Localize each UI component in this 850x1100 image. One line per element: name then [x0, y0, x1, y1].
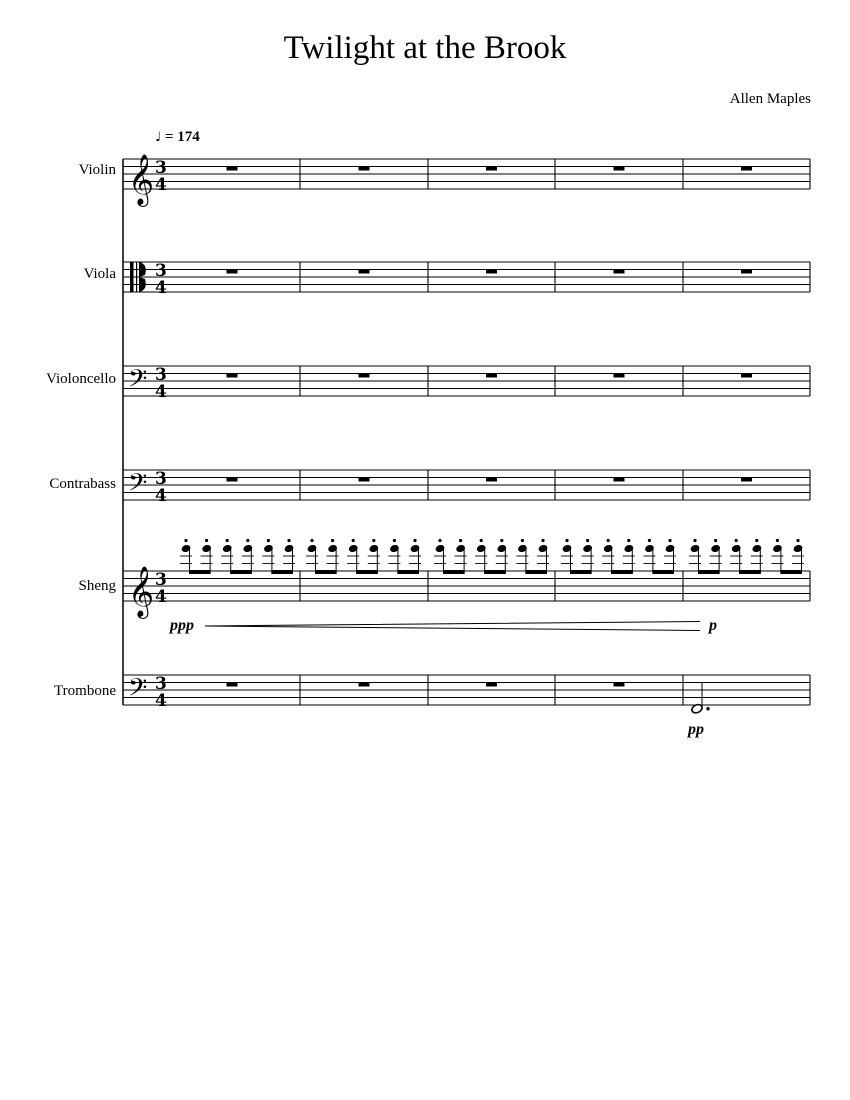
whole-rest — [614, 270, 625, 274]
staccato-dot — [693, 539, 696, 542]
note-beam — [189, 570, 211, 574]
staccato-dot — [480, 539, 483, 542]
staff-trombone — [123, 674, 810, 715]
whole-rest — [227, 478, 238, 482]
note-beam — [525, 570, 547, 574]
whole-rest — [486, 374, 497, 378]
whole-rest — [486, 167, 497, 171]
staff-violin — [123, 154, 810, 207]
staccato-dot — [438, 539, 441, 542]
staccato-dot — [755, 539, 758, 542]
quarter-note-icon: ♩ — [155, 130, 162, 145]
treble-clef-icon: 𝄞 — [128, 154, 155, 205]
note-beam — [443, 570, 465, 574]
tempo-value: = 174 — [164, 129, 200, 145]
bass-clef-icon: 𝄢 — [128, 673, 148, 709]
staccato-dot — [205, 539, 208, 542]
whole-rest — [227, 683, 238, 687]
time-signature-bottom: 4 — [155, 691, 167, 711]
note-beam — [739, 570, 761, 574]
whole-rest — [614, 478, 625, 482]
bass-clef-icon: 𝄢 — [128, 364, 148, 400]
whole-rest — [614, 167, 625, 171]
staff-violoncello — [123, 365, 810, 403]
staccato-dot — [246, 539, 249, 542]
whole-rest — [486, 270, 497, 274]
staccato-dot — [627, 539, 630, 542]
whole-rest — [359, 374, 370, 378]
staccato-dot — [267, 539, 270, 542]
treble-clef-icon: 𝄞 — [128, 566, 155, 617]
time-signature-top: 3 — [155, 674, 167, 694]
staccato-dot — [393, 539, 396, 542]
note-beam — [698, 570, 720, 574]
crescendo-hairpin — [205, 622, 700, 631]
time-signature-bottom: 4 — [155, 486, 167, 506]
time-signature-top: 3 — [155, 365, 167, 385]
staccato-dot — [796, 539, 799, 542]
staccato-dot — [459, 539, 462, 542]
time-signature-top: 3 — [155, 158, 167, 178]
whole-rest — [359, 478, 370, 482]
dynamic-sheng-end: p — [709, 617, 717, 634]
whole-rest — [614, 374, 625, 378]
label-trombone: Trombone — [54, 683, 116, 699]
staccato-dot — [648, 539, 651, 542]
staccato-dot — [372, 539, 375, 542]
whole-rest — [359, 683, 370, 687]
staccato-dot — [586, 539, 589, 542]
staccato-dot — [287, 539, 290, 542]
augmentation-dot — [706, 707, 709, 710]
staccato-dot — [352, 539, 355, 542]
time-signature-top: 3 — [155, 261, 167, 281]
whole-rest — [227, 270, 238, 274]
note-beam — [230, 570, 252, 574]
note-beam — [570, 570, 592, 574]
whole-rest — [359, 167, 370, 171]
bass-clef-icon: 𝄢 — [128, 468, 148, 504]
label-violin: Violin — [78, 162, 116, 178]
note-beam — [611, 570, 633, 574]
staccato-dot — [565, 539, 568, 542]
staccato-dot — [226, 539, 229, 542]
staccato-dot — [521, 539, 524, 542]
staccato-dot — [310, 539, 313, 542]
staff-contrabass — [123, 469, 810, 507]
note-beam — [484, 570, 506, 574]
score-title: Twilight at the Brook — [283, 30, 567, 66]
whole-rest — [741, 167, 752, 171]
staccato-dot — [607, 539, 610, 542]
staccato-dot — [184, 539, 187, 542]
composer-name: Allen Maples — [729, 91, 811, 107]
note-beam — [356, 570, 378, 574]
staccato-dot — [541, 539, 544, 542]
time-signature-bottom: 4 — [155, 382, 167, 402]
whole-rest — [227, 374, 238, 378]
note-beam — [397, 570, 419, 574]
whole-rest — [614, 683, 625, 687]
whole-rest — [741, 478, 752, 482]
whole-rest — [741, 374, 752, 378]
whole-rest — [486, 478, 497, 482]
label-viola: Viola — [83, 266, 116, 282]
note-beam — [315, 570, 337, 574]
staccato-dot — [413, 539, 416, 542]
label-sheng: Sheng — [78, 578, 116, 594]
staff-sheng — [123, 539, 810, 631]
note-beam — [271, 570, 293, 574]
whole-rest — [359, 270, 370, 274]
staccato-dot — [714, 539, 717, 542]
time-signature-top: 3 — [155, 469, 167, 489]
note-beam — [652, 570, 674, 574]
whole-rest — [227, 167, 238, 171]
dynamic-trombone: pp — [688, 721, 704, 738]
label-contrabass: Contrabass — [49, 476, 116, 492]
whole-rest — [741, 270, 752, 274]
note-beam — [780, 570, 802, 574]
staccato-dot — [735, 539, 738, 542]
dynamic-sheng-start: ppp — [170, 617, 194, 634]
staff-viola — [123, 261, 810, 298]
time-signature-top: 3 — [155, 570, 167, 590]
time-signature-bottom: 4 — [155, 175, 167, 195]
staccato-dot — [500, 539, 503, 542]
whole-rest — [486, 683, 497, 687]
label-violoncello: Violoncello — [46, 371, 116, 387]
time-signature-bottom: 4 — [155, 587, 167, 607]
staccato-dot — [331, 539, 334, 542]
staccato-dot — [776, 539, 779, 542]
staccato-dot — [668, 539, 671, 542]
time-signature-bottom: 4 — [155, 278, 167, 298]
